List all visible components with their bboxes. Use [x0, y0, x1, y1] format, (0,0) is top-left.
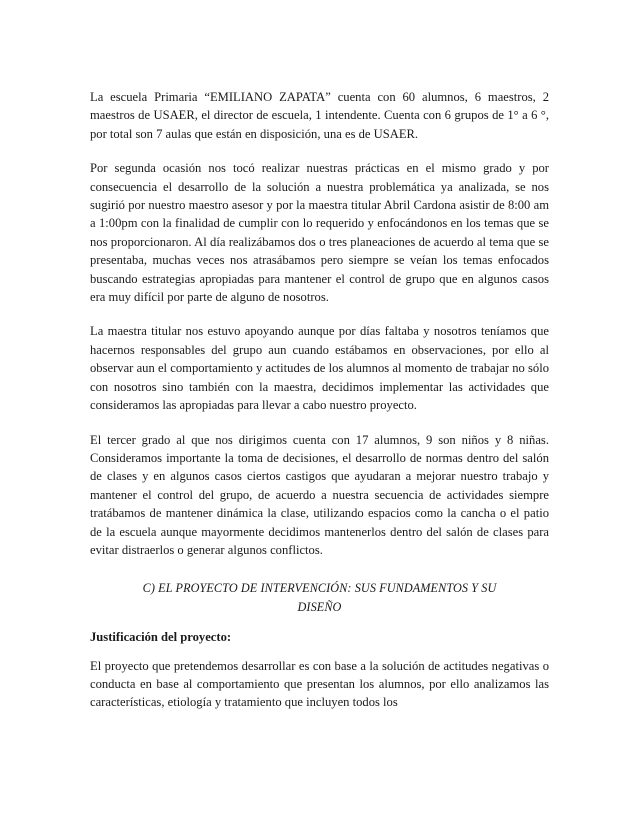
paragraph-third-grade: El tercer grado al que nos dirigimos cuenta con 17 alumnos, 9 son niños y 8 niñas. Consideramos importante la toma de decisiones, el desarrollo de normas dentro del salón de clases y en algunos casos ciertos castigos que ayudaran a mejorar nuestro trabajo y mantener el control del grupo, de acuerdo a nuestra secuencia de actividades siempre tratábamos de mantener dinámica la clase, utilizando espacios como la cancha o el patio de la escuela aunque mayormente decidimos mantenerlos dentro del salón de clases para evitar distraerlos o generar algunos conflictos. [90, 432, 549, 557]
paragraph-practice: Por segunda ocasión nos tocó realizar nuestras prácticas en el mismo grado y por consecuencia el desarrollo de la solución a nuestra problemática ya analizada, se nos sugirió por nuestro maestro asesor y por la maestra titular Abril Cardona asistir de 8:00 am a 1:00pm con la finalidad de cumplir con lo requerido y enfocándonos en los temas que se nos proporcionaron. Al día realizábamos dos o tres planeaciones de acuerdo al tema que se presentaba, muchas veces nos atrasábamos pero siempre se veían los temas enfocados buscando estrategias apropiadas para mantener el control de grupo que en algunos casos era muy difícil por parte de alguno de nosotros. [90, 161, 549, 305]
document-page [90, 88, 549, 728]
subheading-justification: Justificación del proyecto: [90, 630, 232, 645]
section-title: C) EL PROYECTO DE INTERVENCIÓN: SUS FUNDAMENTOS Y SU DISEÑO [142, 581, 497, 614]
paragraph-teacher-support: La maestra titular nos estuvo apoyando aunque por días faltaba y nosotros teníamos que hacernos responsables del grupo aun cuando estábamos en observaciones, por ello al observar aun el comportamiento y actitudes de los alumnos al momento de trabajar no sólo con nosotros sino también con la maestra, decidimos implementar las actividades que consideramos las apropiadas para llevar a cabo nuestro proyecto. [90, 324, 549, 413]
paragraph-project: El proyecto que pretendemos desarrollar es con base a la solución de actitudes negativas o conducta en base al comportamiento que presentan los alumnos, por ello analizamos las características, etiología y tratamiento que incluyen todos los [90, 658, 549, 710]
paragraph-school-info: La escuela Primaria “EMILIANO ZAPATA” cuenta con 60 alumnos, 6 maestros, 2 maestros de USAER, el director de escuela, 1 intendente. Cuenta con 6 grupos de 1° a 6 °, por total son 7 aulas que están en disposición, una es de USAER. [90, 90, 549, 141]
